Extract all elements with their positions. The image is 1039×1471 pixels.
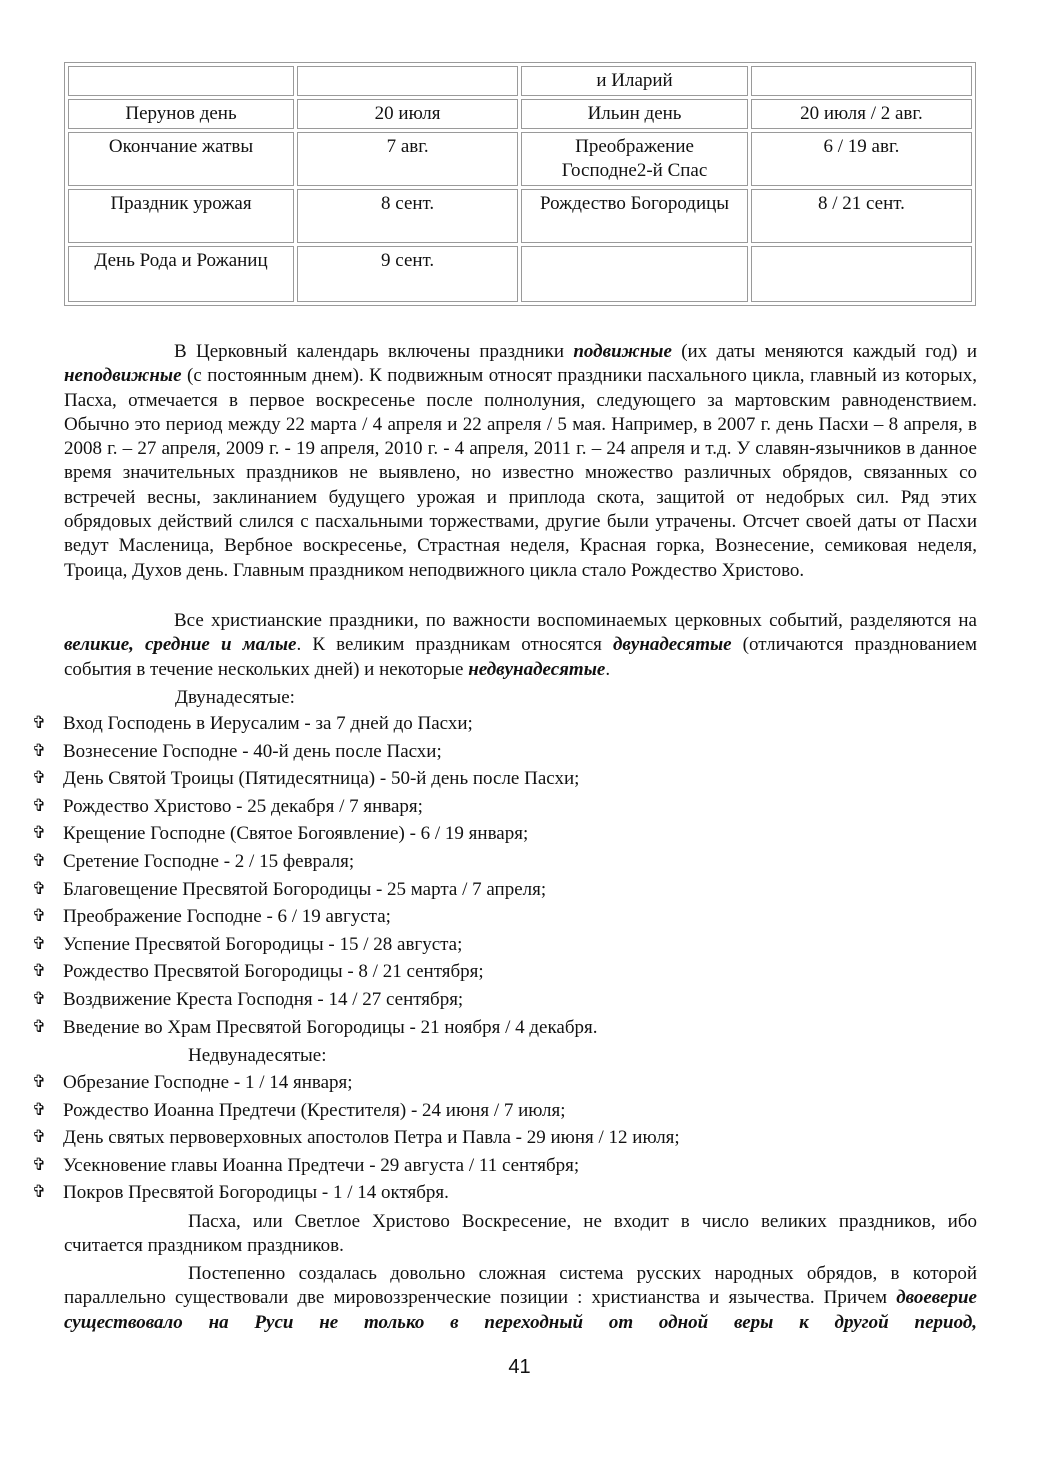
paragraph-feast-ranks: Все христианские праздники, по важности воспоминаемых церковных событий, разделяются на великие, средние и малые. К великим праздникам относятся двунадесятые (отличаются празднованием события в течение нескольких дней) и некоторые недвунадесятые. (64, 610, 978, 680)
list-item: ✞ Вознесение Господне - 40-й день после Пасхи; (28, 738, 598, 766)
table-cell: 20 июля / 2 авг. (751, 99, 972, 129)
holidays-table (64, 62, 976, 306)
list-item: ✞ Благовещение Пресвятой Богородицы - 25 марта / 7 апреля; (28, 876, 598, 904)
list-item: ✞ Воздвижение Креста Господня - 14 / 27 сентября; (28, 986, 598, 1014)
table-cell: Ильин день (521, 99, 748, 129)
cross-icon: ✞ (32, 713, 47, 733)
list-heading-non-twelve: Недвунадесятые: (188, 1045, 327, 1066)
list-item: ✞ Рождество Христово - 25 декабря / 7 января; (28, 793, 598, 821)
list-item: ✞ Усекновение главы Иоанна Предтечи - 29 августа / 11 сентября; (28, 1152, 680, 1180)
list-item: ✞ День Святой Троицы (Пятидесятница) - 50-й день после Пасхи; (28, 765, 598, 793)
cross-icon: ✞ (32, 1016, 47, 1037)
emphasis-dual-faith: двоеверие существовало на Руси не только в переходный от одной веры к другой период, (64, 1287, 977, 1333)
cross-icon: ✞ (32, 988, 47, 1009)
paragraph-easter: Пасха, или Светлое Христово Воскресение, не входит в число великих праздников, ибо считается праздником праздников. (64, 1211, 977, 1257)
list-item: ✞ Обрезание Господне - 1 / 14 января; (28, 1069, 680, 1097)
list-item: ✞ Рождество Пресвятой Богородицы - 8 / 21 сентября; (28, 958, 598, 986)
paragraph-movable-feasts: В Церковный календарь включены праздники подвижные (их даты меняются каждый год) и неподвижные (с постоянным днем). К подвижным относят праздники пасхального цикла, главный из которых, Пасха, отмечается в первое воскресенье после полнолуния, следующего за мартовским равноденствием. Обычно это период между 22 марта / 4 апреля и 22 апреля / 5 мая. Например, в 2007 г. день Пасхи – 8 апреля, в 2008 г. – 27 апреля, 2009 г. - 19 апреля, 2010 г. - 4 апреля, 2011 г. – 24 апреля и т.д. У славян-язычников в данное время значительных праздников не выявлено, но известно множество различных обрядов, связанных со встречей весны, заклинанием будущего урожая и приплода скота, защитой от недобрых сил. Ряд этих обрядовых действий слился с пасхальными торжествами, другие были утрачены. Отсчет своей даты от Пасхи ведут Масленица, Вербное воскресенье, Страстная неделя, Красная горка, Вознесение, семиковая неделя, Троица, Духов день. Главным праздником неподвижного цикла стало Рождество Христово. (64, 341, 977, 581)
list-item: ✞ Крещение Господне (Святое Богоявление) - 6 / 19 января; (28, 820, 598, 848)
list-item: ✞ Покров Пресвятой Богородицы - 1 / 14 октября. (28, 1179, 680, 1207)
emphasis-movable: подвижные (573, 341, 672, 362)
list-item: ✞ Преображение Господне - 6 / 19 августа; (28, 903, 598, 931)
list-twelve-feasts (28, 710, 598, 1041)
list-item: ✞ Сретение Господне - 2 / 15 февраля; (28, 848, 598, 876)
list-item: ✞ Введение во Храм Пресвятой Богородицы - 21 ноября / 4 декабря. (28, 1014, 598, 1042)
table-cell (751, 66, 972, 96)
table-cell: 20 июля (297, 99, 518, 129)
emphasis-fixed: неподвижные (64, 365, 182, 387)
cross-icon: ✞ (32, 878, 47, 899)
table-cell: 6 / 19 авг. (751, 132, 972, 186)
cross-icon: ✞ (32, 768, 47, 789)
table-cell: 7 авг. (297, 132, 518, 186)
paragraph-dual-faith: Постепенно создалась довольно сложная система русских народных обрядов, в которой параллельно существовали две мировоззренческие позиции : христианства и язычества. Причем двоеверие существовало на Руси не только в переходный от одной веры к другой период, (64, 1263, 977, 1333)
cross-icon: ✞ (32, 1154, 47, 1175)
table-row (68, 189, 972, 243)
cross-icon: ✞ (32, 1072, 47, 1092)
table-row (68, 66, 972, 96)
list-item: ✞ Рождество Иоанна Предтечи (Крестителя) - 24 июня / 7 июля; (28, 1097, 680, 1125)
table-cell: Окончание жатвы (68, 132, 294, 186)
table-cell: День Рода и Рожаниц (68, 246, 294, 302)
cross-icon: ✞ (32, 961, 47, 982)
list-heading-twelve: Двунадесятые: (175, 687, 295, 708)
cross-icon: ✞ (32, 740, 47, 761)
cross-icon: ✞ (32, 1182, 47, 1203)
table-cell (521, 246, 748, 302)
cross-icon: ✞ (32, 1099, 47, 1120)
list-item: ✞ Успение Пресвятой Богородицы - 15 / 28 августа; (28, 931, 598, 959)
cross-icon: ✞ (32, 906, 47, 927)
table-cell (68, 66, 294, 96)
table-cell (751, 246, 972, 302)
table-row (68, 99, 972, 129)
table-cell: Перунов день (68, 99, 294, 129)
table-row (68, 246, 972, 302)
page-number: 41 (508, 1356, 531, 1378)
table-cell: Рождество Богородицы (521, 189, 748, 243)
cross-icon: ✞ (32, 823, 47, 844)
table-cell (297, 66, 518, 96)
table-cell: 8 сент. (297, 189, 518, 243)
list-item: ✞ Вход Господень в Иерусалим - за 7 дней до Пасхи; (28, 710, 598, 738)
table-cell: 9 сент. (297, 246, 518, 302)
cross-icon: ✞ (32, 933, 47, 954)
cross-icon: ✞ (32, 1127, 47, 1148)
table-cell: Праздник урожая (68, 189, 294, 243)
list-item: ✞ День святых первоверховных апостолов Петра и Павла - 29 июня / 12 июля; (28, 1124, 680, 1152)
cross-icon: ✞ (32, 795, 47, 816)
table-row (68, 132, 972, 186)
table-cell: Преображение Господне2-й Спас (521, 132, 748, 186)
cross-icon: ✞ (32, 850, 47, 871)
list-non-twelve-feasts (28, 1069, 680, 1207)
table-cell: и Иларий (521, 66, 748, 96)
table-cell: 8 / 21 сент. (751, 189, 972, 243)
